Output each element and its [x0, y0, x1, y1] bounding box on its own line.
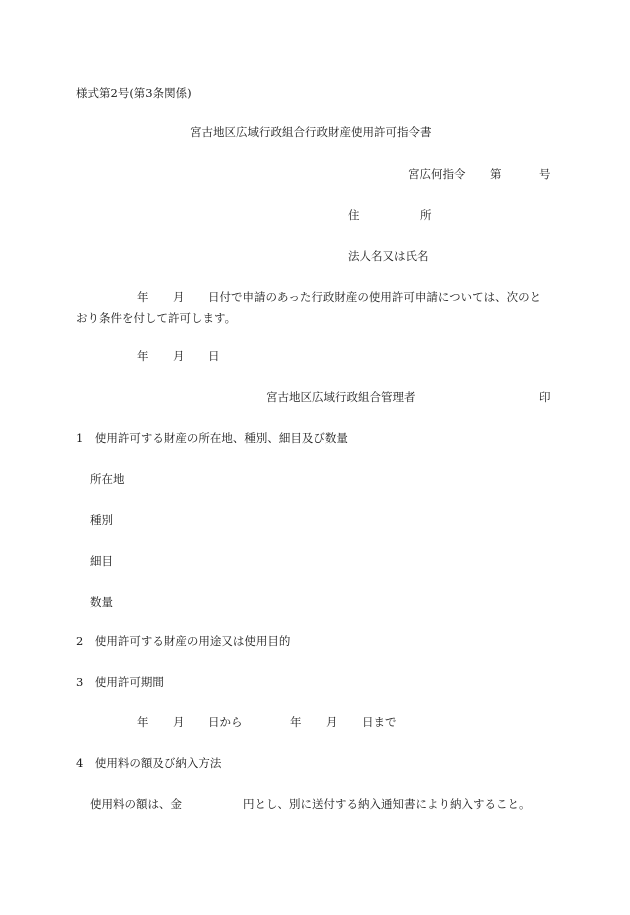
section-3-title: 3 使用許可期間	[76, 675, 164, 689]
address-label-2: 所	[420, 208, 432, 222]
section-4-title: 4 使用料の額及び納入方法	[76, 756, 222, 770]
intro-month: 月	[173, 290, 185, 304]
intro-line1: 日付で申請のあった行政財産の使用許可申請については、次のと	[208, 290, 542, 304]
period-from: 日から	[208, 715, 243, 729]
address-label-1: 住	[348, 208, 360, 222]
section-1-item-type: 種別	[90, 513, 113, 527]
section-1-title: 1 使用許可する財産の所在地、種別、細目及び数量	[76, 431, 348, 445]
date-day: 日	[208, 349, 220, 363]
period-month-1: 月	[173, 715, 185, 729]
issuer: 宮古地区広域行政組合管理者	[266, 390, 416, 404]
date-month: 月	[173, 349, 185, 363]
date-year: 年	[137, 349, 149, 363]
section-2-title: 2 使用許可する財産の用途又は使用目的	[76, 634, 291, 648]
document-title: 宮古地区広域行政組合行政財産使用許可指令書	[190, 125, 432, 139]
section-1-item-quantity: 数量	[90, 595, 113, 609]
section-1-item-location: 所在地	[90, 472, 125, 486]
period-to: 日まで	[362, 715, 397, 729]
reference-dai: 第	[490, 167, 502, 181]
name-label: 法人名又は氏名	[348, 249, 429, 263]
fee-prefix: 使用料の額は、金	[90, 797, 182, 811]
fee-suffix: 円とし、別に送付する納入通知書により納入すること。	[243, 797, 531, 811]
period-year-1: 年	[137, 715, 149, 729]
period-year-2: 年	[290, 715, 302, 729]
intro-line2: おり条件を付して許可します。	[76, 311, 237, 325]
intro-year: 年	[137, 290, 149, 304]
period-month-2: 月	[326, 715, 338, 729]
seal-mark: 印	[539, 390, 551, 404]
section-1-item-detail: 細目	[90, 554, 113, 568]
reference-prefix: 宮広何指令	[408, 167, 466, 181]
form-label: 様式第2号(第3条関係)	[76, 86, 192, 100]
reference-go: 号	[539, 167, 551, 181]
